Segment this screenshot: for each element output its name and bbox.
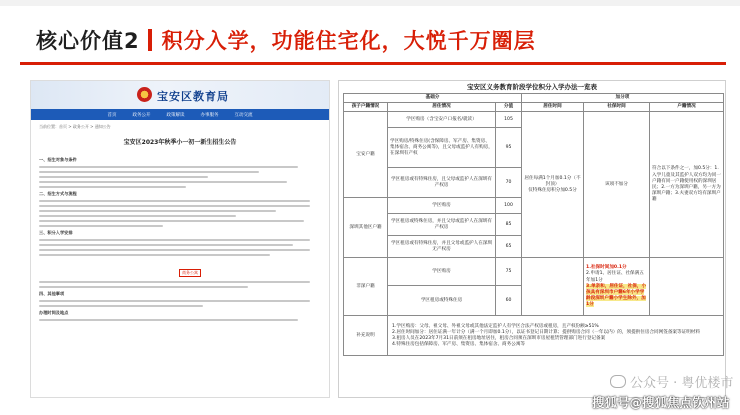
huji-baoan: 宝安户籍 (344, 112, 388, 198)
note-line: 4.特殊住房包括保障房、军产房、集资房、集体宿舍、商务公寓等 (392, 342, 526, 348)
text-line (39, 210, 276, 212)
text-line (39, 205, 310, 207)
heading-core-value: 核心价值2 (36, 29, 140, 53)
wechat-watermark-text: 公众号 · 粤优楼市 (630, 376, 734, 391)
note-line: 1.学区购房：父母、祖父母、外祖父母或其他法定监护人有学区合法产权房或租房，且产权份额≥51% (392, 323, 599, 329)
text-line (39, 166, 298, 168)
footer-label: 办理时间及地点 (39, 310, 69, 315)
huji-bonus-rule: 符合以下条件之一，加0.5分：1.入学儿童及其监护人双方均为同一户籍有同一户籍使用权的深圳居民；2.一方为深圳户籍，另一方为深圳户籍；3.夫妻双方均有深圳户籍 (650, 112, 724, 258)
text-line (39, 239, 310, 241)
score-cell: 85 (496, 214, 522, 236)
wechat-icon (610, 375, 626, 388)
score-cell: 75 (496, 258, 522, 286)
text-line (39, 281, 310, 283)
text-line (39, 200, 310, 202)
text-line (39, 186, 186, 188)
policy-article (39, 137, 321, 321)
highlight-commercial-apartment: 商务公寓 (179, 269, 201, 277)
score-cell: 100 (496, 198, 522, 214)
score-table-panel (338, 80, 726, 398)
header-social-security: 社保时间 (584, 103, 650, 112)
text-line (39, 254, 270, 256)
score-cell: 60 (496, 286, 522, 316)
wechat-watermark (610, 372, 733, 391)
huji-status-blank (650, 258, 724, 316)
header-base-score: 基础分 (344, 94, 522, 103)
header-huji: 孩子户籍情况 (344, 103, 388, 112)
huji-non-shenzhen: 非深户籍 (344, 258, 388, 316)
heading-subtitle: 积分入学，功能住宅化，大悦千万圈层 (161, 29, 536, 53)
section-heading: 三、积分入学安排 (39, 230, 73, 235)
score-table (343, 93, 724, 356)
nav-item: 政务公开 (132, 112, 151, 118)
nav-item: 首页 (107, 112, 117, 118)
residence-cell: 学区租房或特殊住房，并且父母或监护人在深圳有产权房 (388, 214, 496, 236)
nav-item: 政策解读 (166, 112, 185, 118)
social-security-rule: 1.社保时间加0.1分 2.申请1、居住证、社保满五年加1分 3.单亲和，居住证，社保，小孩具有深圳市户籍6年小学学龄段深圳户籍小学生除外，加1分 (584, 258, 650, 316)
residence-cell: 学区购房 (388, 198, 496, 214)
score-cell: 70 (496, 168, 522, 198)
top-strip (0, 0, 740, 6)
heading-underline (20, 62, 726, 65)
sohu-watermark: 搜狐号@搜狐焦点钦州站 (592, 395, 730, 410)
policy-page-screenshot (30, 80, 330, 398)
slide-heading (36, 22, 536, 58)
residence-cell: 学区购房（含宝安户口报名/就读） (388, 112, 496, 128)
residence-time-rule (522, 112, 584, 258)
huji-shenzhen-other: 深圳其他区户籍 (344, 198, 388, 258)
article-meta (39, 148, 321, 154)
social-security-none: 该项不加分 (584, 112, 650, 258)
residence-cell: 学区购房 (388, 258, 496, 286)
residence-time-rule-2 (522, 258, 584, 316)
text-line (39, 220, 304, 222)
header-bonus: 加分项 (522, 94, 724, 103)
section-heading: 四、其他事项 (39, 291, 65, 296)
residence-cell: 学区租房或有特殊住房，并且父母或监护人在深圳无产权房 (388, 236, 496, 258)
note-line: 3.租房人员在2023年7月31日前须在租房地址居住，租房合同须在深圳市房屋租赁管理部门进行登记备案 (392, 335, 606, 341)
text-line (39, 305, 203, 307)
breadcrumb: 当前位置：首页 > 政务公开 > 通知公告 (39, 124, 111, 129)
section-heading: 二、招生方式与流程 (39, 191, 77, 196)
header-score: 分值 (496, 103, 522, 112)
header-huji-status: 户籍情况 (650, 103, 724, 112)
national-emblem-icon (137, 87, 152, 102)
policy-page-nav (31, 109, 329, 120)
text-line (39, 225, 163, 227)
text-line (39, 171, 259, 173)
notes-body (388, 316, 724, 356)
text-line (39, 181, 287, 183)
text-line (39, 244, 293, 246)
text-line (39, 300, 310, 302)
residence-time-text: 居住每满1个月加0.1分（不封顶） (524, 175, 581, 187)
residence-cell: 学区购房/特殊住房(含保障房、军产房、集资房、集体宿舍、商务公寓等)，且父母或监护人有购房，在深圳有产权 (388, 128, 496, 168)
score-cell: 105 (496, 112, 522, 128)
policy-page-banner (31, 81, 329, 109)
header-residence-time: 居住时间 (522, 103, 584, 112)
nav-item: 办事服务 (200, 112, 219, 118)
text-line (39, 176, 208, 178)
header-residence: 居住情况 (388, 103, 496, 112)
heading-separator (148, 29, 152, 51)
text-line (39, 286, 248, 288)
table-title: 宝安区义务教育阶段学位积分入学办法一览表 (467, 83, 597, 91)
text-line (39, 215, 236, 217)
section-heading: 一、招生对象与条件 (39, 157, 77, 162)
site-name: 宝安区教育局 (157, 90, 229, 103)
notes-label: 补充说明 (344, 316, 388, 356)
residence-cell: 学区租房或有特殊住房，且父母或监护人在深圳有产权房 (388, 168, 496, 198)
note-line: 2.居住时间加分：居住证满一年计分（满一个月即加0.1分），以证书登记日期计算；提供购房合同（一年以内）的，须提供住房合同网签备案等证明材料 (392, 329, 700, 335)
text-line (39, 319, 298, 321)
article-title: 宝安区2023年秋季小一初一新生招生公告 (123, 139, 237, 146)
residence-time-extra: 仅特殊住房积分加0.5分 (528, 187, 577, 193)
score-cell: 65 (496, 236, 522, 258)
residence-cell: 学区租房或特殊住房 (388, 286, 496, 316)
score-cell: 95 (496, 128, 522, 168)
text-line (39, 249, 310, 251)
nav-item: 互动交流 (234, 112, 253, 118)
